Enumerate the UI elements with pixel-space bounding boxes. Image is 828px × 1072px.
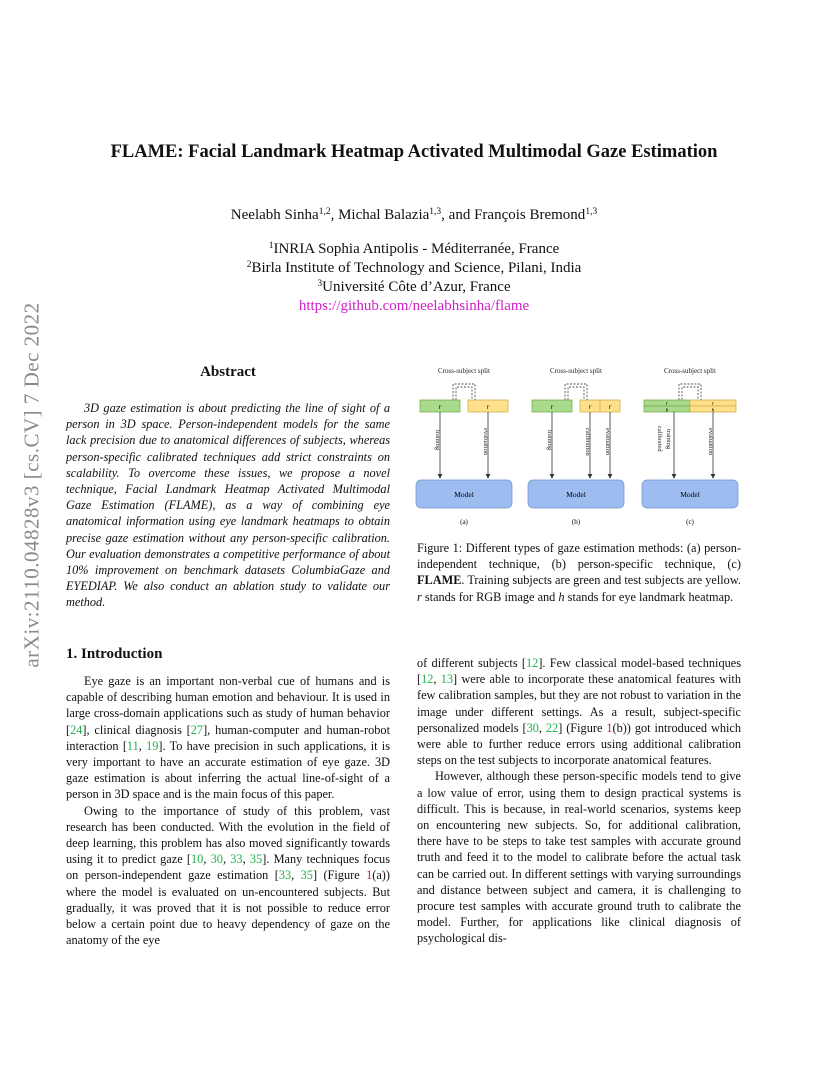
section-heading-introduction: 1. Introduction xyxy=(66,646,163,662)
citation-link[interactable]: 19 xyxy=(146,738,159,753)
citation-link[interactable]: 11 xyxy=(126,738,139,753)
author-separator: , and xyxy=(441,207,475,223)
author-2: Michal Balazia xyxy=(338,207,430,223)
rgb-label: r xyxy=(550,403,554,411)
panel-title: Cross-subject split xyxy=(438,367,490,375)
rgb-label: r xyxy=(608,403,612,411)
rgb-label: r xyxy=(486,403,490,411)
author-1: Neelabh Sinha xyxy=(230,207,319,223)
paragraph: Owing to the importance of study of this problem, vast research has been conducted. With the evolution in the field of deep learning, this problem has also moved significantly towards using it to predict gaze [10, 30, 33, 35]. Many techniques focus on person-independent gaze estimation [33, 35] (Figure 1(a)) where the model is evaluated on un-encountered subjects. But gradually, it was proved that it is not possible to reduce error below a certain point due to heavy dependency of gaze on the anatomy of the eye xyxy=(66,803,390,948)
panel-label: (a) xyxy=(460,518,468,526)
github-link[interactable]: https://github.com/neelabhsinha/flame xyxy=(298,298,530,314)
abstract-heading: Abstract xyxy=(200,364,256,380)
author-separator: , xyxy=(330,207,339,223)
left-column-body xyxy=(66,673,390,948)
model-label: Model xyxy=(680,490,700,499)
author-1-affil: 1,2 xyxy=(318,207,331,217)
model-label: Model xyxy=(566,490,586,499)
panel-label: (c) xyxy=(686,518,694,526)
training-label: training xyxy=(665,429,672,450)
rgb-label: r xyxy=(665,401,669,407)
author-3: François Bremond xyxy=(474,207,586,223)
rgb-label: r xyxy=(711,401,715,407)
citation-link[interactable]: 30 xyxy=(210,852,223,867)
arxiv-identifier xyxy=(14,290,50,680)
right-column-body xyxy=(417,655,741,947)
citation-link[interactable]: 35 xyxy=(249,852,263,867)
paragraph: Eye gaze is an important non-verbal cue of humans and is capable of describing human emotion and behaviour. It is used in large cross-domain applications such as study of human behavior [24], clinical diagnosis [27], human-computer and human-robot interaction [11, 19]. To have precision in such applications, it is very important to have an accurate estimation of eye gaze. 3D gaze estimation is about inferring the actual line-of-sight of a person in 3D space and is the main focus of this paper. xyxy=(66,674,391,802)
model-label: Model xyxy=(454,490,474,499)
evaluation-label: evaluation xyxy=(604,428,611,456)
citation-link[interactable]: 22 xyxy=(545,720,559,735)
figure-panel-a xyxy=(416,367,512,526)
citation-link[interactable]: 24 xyxy=(70,722,83,737)
author-3-affil: 1,3 xyxy=(585,207,598,217)
arxiv-identifier-text: arXiv:2110.04828v3 [cs.CV] 7 Dec 2022 xyxy=(19,302,44,668)
figure-panel-b xyxy=(528,367,624,526)
figure-reference-link[interactable]: 1 xyxy=(606,720,613,735)
evaluation-label: evaluation xyxy=(707,428,714,456)
citation-link[interactable]: 13 xyxy=(440,672,454,687)
calibration-label: calibration xyxy=(584,428,591,456)
citation-link[interactable]: 10 xyxy=(191,852,204,867)
figure-reference-link[interactable]: 1 xyxy=(366,868,373,883)
figure-1-caption: Figure 1: Different types of gaze estimation methods: (a) person-independent technique, (b) person-specific technique, (c) FLAME. Training subjects are green and test subjects are yellow. r stands for RGB image and h stands for eye landmark heatmap. xyxy=(417,541,741,604)
paper-title: FLAME: Facial Landmark Heatmap Activated Multimodal Gaze Estimation xyxy=(110,142,718,162)
calibrated-label: calibrated xyxy=(656,426,663,452)
heatmap-label: h xyxy=(711,407,715,414)
heatmap-label: h xyxy=(665,407,669,414)
citation-link[interactable]: 33 xyxy=(278,868,292,883)
citation-link[interactable]: 12 xyxy=(526,656,539,670)
citation-link[interactable]: 12 xyxy=(421,672,434,687)
split-bracket xyxy=(456,387,472,400)
citation-link[interactable]: 30 xyxy=(526,720,539,735)
split-bracket xyxy=(682,387,698,400)
training-label: training xyxy=(434,430,441,451)
panel-title: Cross-subject split xyxy=(664,367,716,375)
split-bracket xyxy=(568,387,584,400)
abstract-text: 3D gaze estimation is about predicting the line of sight of a person in 3D space. Person-independent models for the same lack precision due to anatomical differences of subjects, whereas person-specific calibrated techniques add strict constraints on scalability. To overcome these issues, we propose a novel technique, Facial Landmark Heatmap Activated Multimodal Gaze Estimation (FLAME), as a way of combining eye anatomical information using eye landmark heatmaps to obtain precise gaze estimation without any person-specific calibration. Our evaluation demonstrates a competitive performance of about 10% improvement on benchmark datasets ColumbiaGaze and EYEDIAP. We also conduct an ablation study to validate our method. xyxy=(66,401,390,610)
panel-label: (b) xyxy=(571,518,581,526)
training-label: training xyxy=(546,430,553,451)
figure-panel-c xyxy=(642,367,738,526)
panel-title: Cross-subject split xyxy=(550,367,602,375)
paragraph: of different subjects [12]. Few classical model-based techniques [12, 13] were able to incorporate these anatomical features with few calibration samples, but they are not robust to variation in the image under different settings. As a result, subject-specific personalized models [30, 22] (Figure 1(b)) got introduced which were able to further reduce errors using additional calibration steps on the test subjects to incorporate anatomical features. xyxy=(417,656,741,768)
affiliation-3: $^3$Université Côte d’Azur, France xyxy=(317,279,511,295)
figure-1-diagram xyxy=(412,362,748,532)
affiliation-2: $^2$Birla Institute of Technology and Science, Pilani, India xyxy=(246,260,582,276)
rgb-label: r xyxy=(588,403,592,411)
citation-link[interactable]: 33 xyxy=(230,852,243,867)
citation-link[interactable]: 27 xyxy=(190,722,204,737)
rgb-label: r xyxy=(438,403,442,411)
paragraph: However, although these person-specific models tend to give a low value of error, using them to design practical systems is difficult. This is because, in real-world scenarios, systems keep on encountering new subjects. So, for additional calibration, there have to be steps to take test samples with accurate ground truth and feed it to the model to calibrate before the actual task can be carried out. In different settings with varying surroundings and distance between subject and camera, it is challenging to procure test samples with accurate ground truth to calibrate the model. Further, for applications like clinical diagnosis of psychological dis- xyxy=(417,769,741,946)
author-2-affil: 1,3 xyxy=(429,207,442,217)
citation-link[interactable]: 35 xyxy=(300,868,313,883)
evaluation-label: evaluation xyxy=(482,428,489,456)
affiliation-1: $^1$INRIA Sophia Antipolis - Méditerranée, France xyxy=(268,241,560,257)
author-list xyxy=(0,207,828,224)
